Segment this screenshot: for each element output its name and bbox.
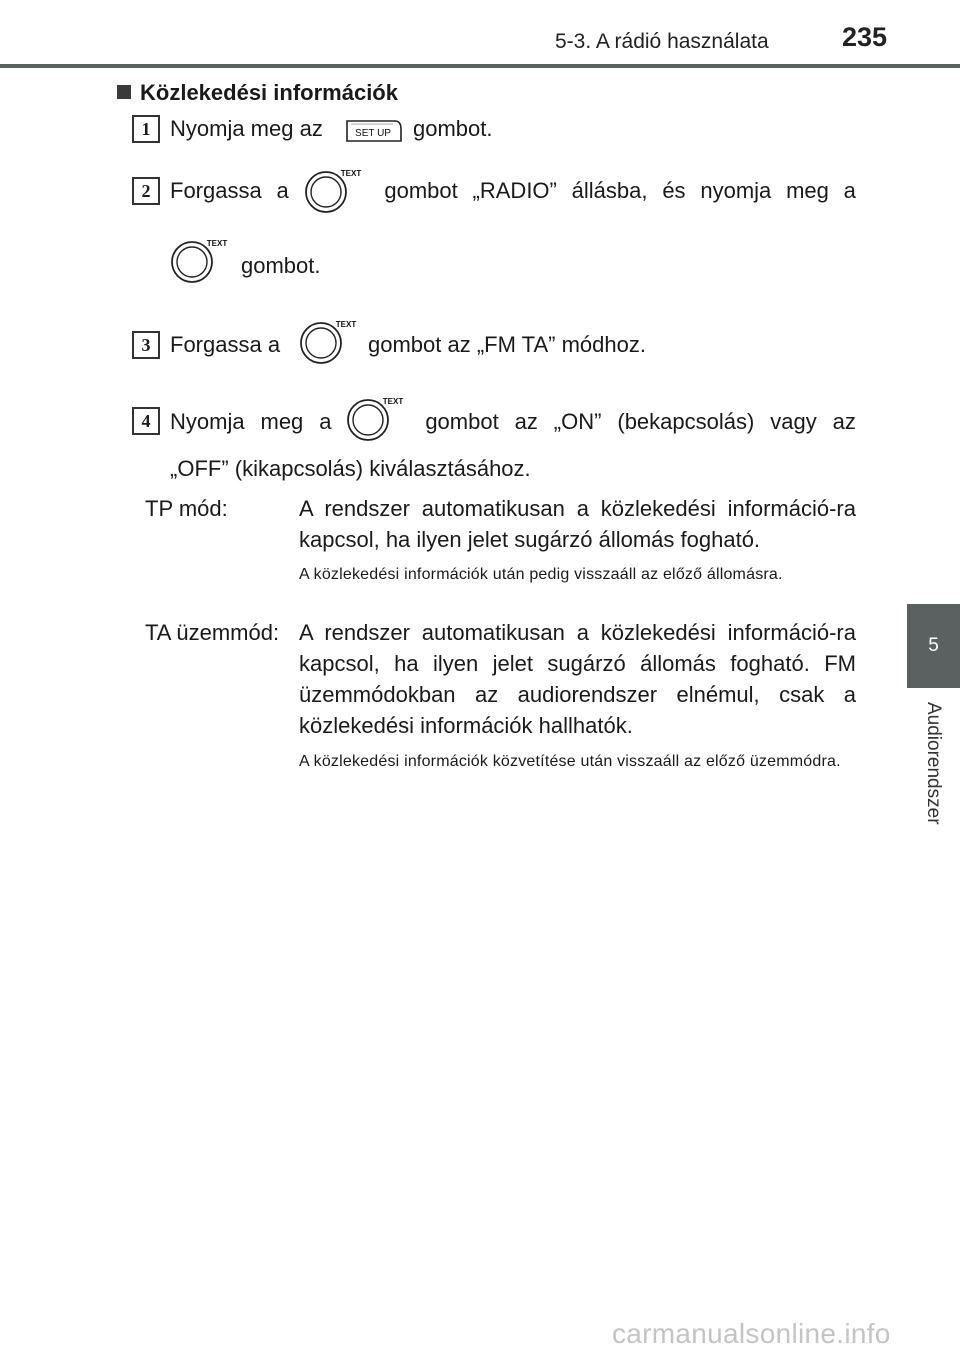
chapter-label: Audiorendszer [923, 702, 944, 825]
step-1-after: gombot. [413, 116, 493, 141]
step-number-4: 4 [132, 407, 160, 435]
step-2-word: meg [786, 178, 829, 203]
mode-note-tp: A közlekedési információk után pedig visszaáll az előző állomásra. [299, 566, 783, 583]
watermark: carmanualsonline.info [612, 1318, 891, 1349]
mode-label-tp: TP mód: [145, 496, 228, 521]
step-4-word: „ON” [553, 409, 602, 434]
mode-label-ta: TA üzemmód: [145, 620, 280, 645]
step-4-word: (bekapcsolás) [617, 409, 755, 434]
section-title: 5-3. A rádió használata [555, 30, 769, 53]
step-1-before: Nyomja meg az [170, 116, 323, 141]
text-knob-icon [304, 167, 366, 215]
page-number: 235 [842, 22, 888, 52]
step-2-word: és [662, 178, 686, 203]
text-knob-icon [170, 237, 232, 285]
step-4-word: az [514, 409, 538, 434]
step-2-word: „RADIO” [472, 178, 557, 203]
setup-button-label: SET UP [355, 128, 391, 139]
text-knob-icon [346, 395, 408, 443]
knob-label: TEXT [340, 169, 362, 178]
knob-label: TEXT [382, 397, 404, 406]
step-4-word: vagy [770, 409, 817, 434]
mode-description-ta: A rendszer automatikusan a közlekedési információ-ra kapcsol, ha ilyen jelet sugárzó állomás fogható. FM üzemmódokban az audiorendszer elnémul, csak a közlekedési információk hallhatók. [299, 620, 856, 738]
step-number-1: 1 [132, 115, 160, 143]
text-knob-icon [299, 318, 361, 366]
bullet-square-icon [117, 85, 131, 99]
step-4-line-1 [170, 409, 856, 435]
step-number-2: 2 [132, 177, 160, 205]
heading-text: Közlekedési információk [140, 80, 398, 105]
knob-label: TEXT [206, 239, 228, 248]
step-2-word: a [843, 178, 856, 203]
chapter-tab: 5 [907, 604, 960, 688]
step-2-word: a [276, 178, 289, 203]
step-2-word: gombot [384, 178, 458, 203]
step-4-word: gombot [425, 409, 499, 434]
step-4-word: az [832, 409, 856, 434]
step-2-line-1 [170, 178, 856, 204]
step-4-word: a [319, 409, 332, 434]
setup-button-icon [343, 117, 405, 145]
step-2-word: állásba, [571, 178, 648, 203]
mode-description-tp: A rendszer automatikusan a közlekedési információ-ra kapcsol, ha ilyen jelet sugárzó állomás fogható. [299, 496, 856, 552]
header-divider [0, 64, 960, 68]
step-1-text [170, 116, 323, 142]
step-3-after: gombot az „FM TA” módhoz. [368, 332, 646, 357]
step-number-3: 3 [132, 331, 160, 359]
step-2-word: Forgassa [170, 178, 262, 203]
knob-label: TEXT [335, 320, 357, 329]
step-4-line-2: „OFF” (kikapcsolás) kiválasztásához. [170, 456, 531, 481]
section-heading [117, 80, 398, 106]
step-3-before: Forgassa a [170, 332, 281, 357]
step-4-word: Nyomja [170, 409, 245, 434]
step-2-line-2: gombot. [241, 253, 321, 278]
step-4-word: meg [260, 409, 304, 434]
step-2-word: nyomja [700, 178, 772, 203]
mode-note-ta: A közlekedési információk közvetítése után visszaáll az előző üzemmódra. [299, 753, 841, 770]
